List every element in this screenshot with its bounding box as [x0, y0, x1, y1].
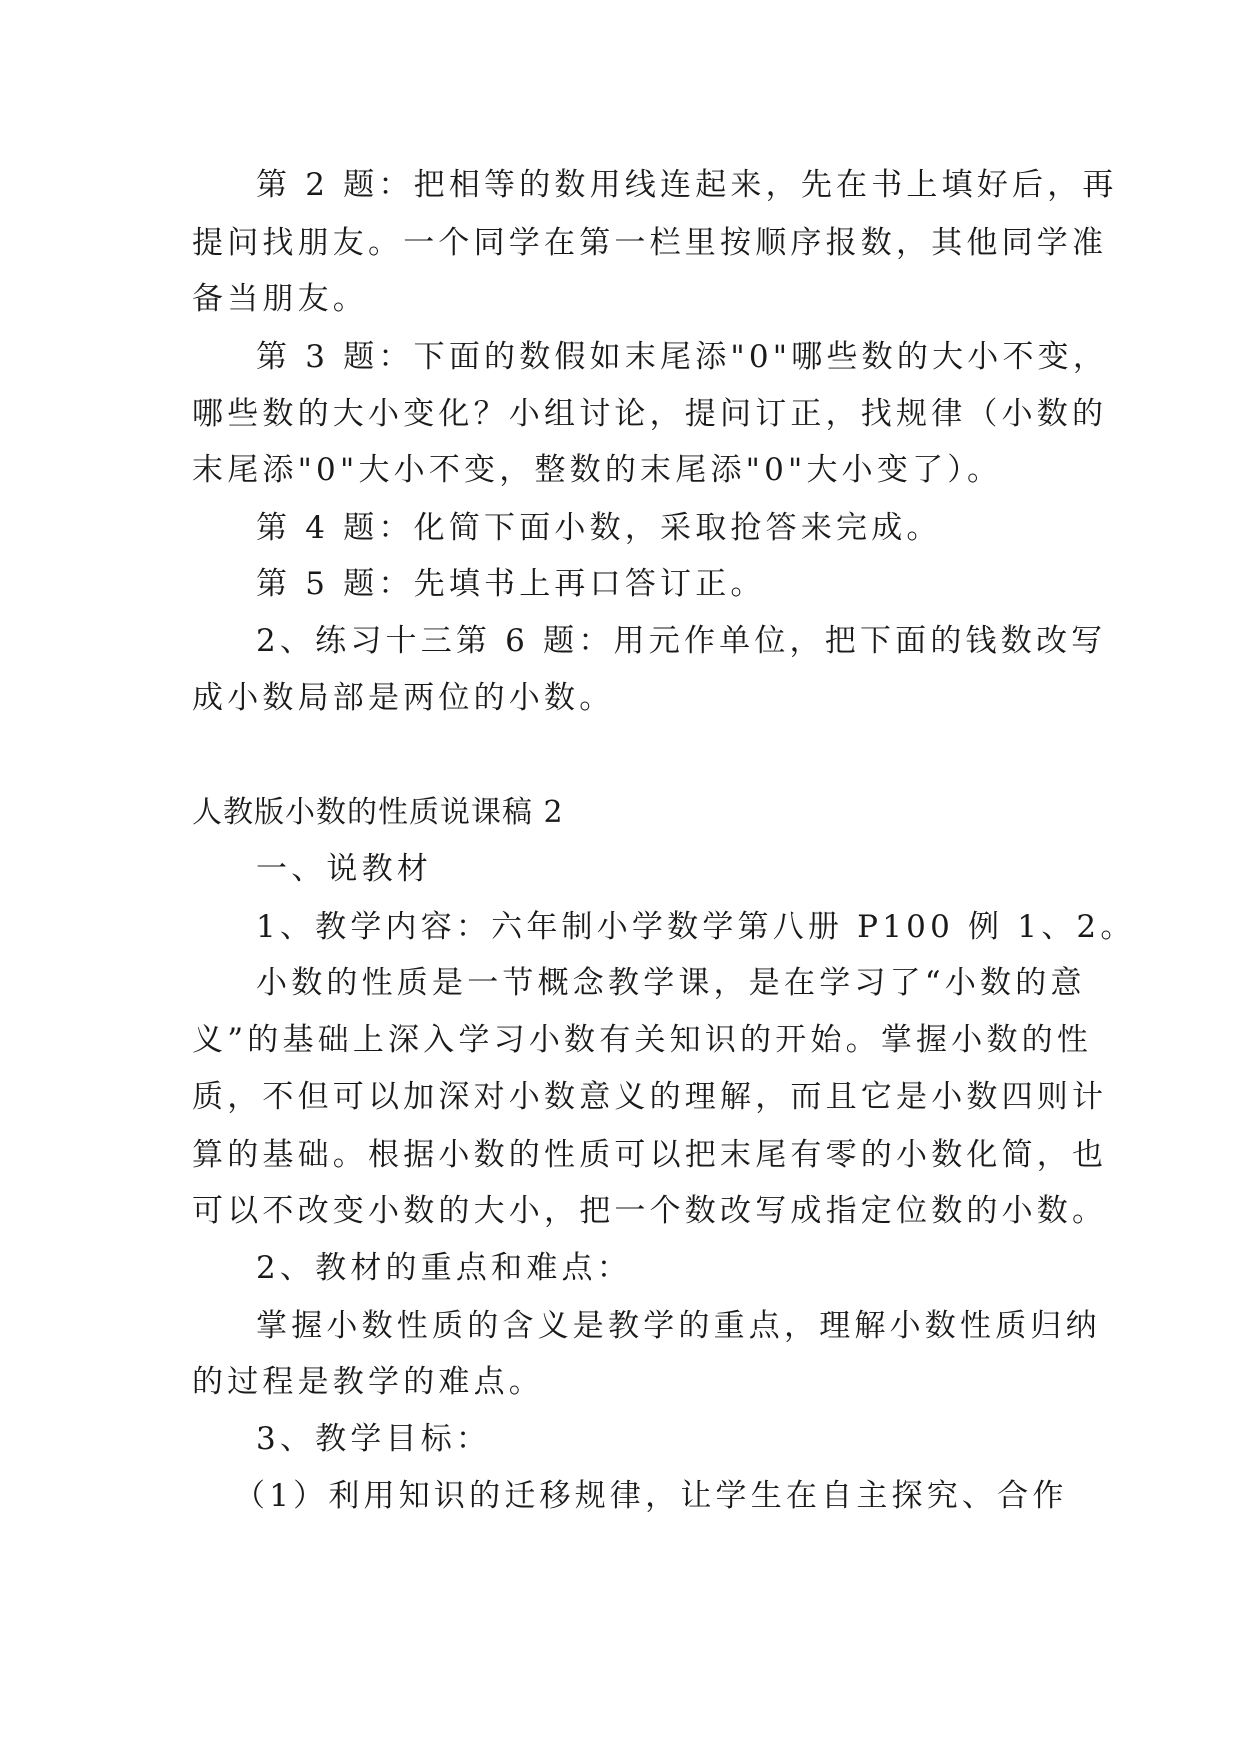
paragraph-line: 掌握小数性质的含义是教学的重点，理解小数性质归纳: [256, 1308, 1101, 1344]
paragraph-line: 2、练习十三第 6 题：用元作单位，把下面的钱数改写: [256, 623, 1107, 659]
section-heading: 3、教学目标：: [256, 1421, 492, 1457]
paragraph-line: 第 3 题：下面的数假如末尾添"0"哪些数的大小不变，: [256, 339, 1109, 375]
paragraph-line: 可以不改变小数的大小，把一个数改写成指定位数的小数。: [192, 1193, 1108, 1229]
paragraph-line: 第 5 题：先填书上再口答订正。: [256, 566, 766, 602]
paragraph-line: 算的基础。根据小数的性质可以把末尾有零的小数化简，也: [192, 1137, 1108, 1173]
paragraph-line: （1）利用知识的迁移规律，让学生在自主探究、合作: [234, 1478, 1068, 1514]
paragraph-line: 的过程是教学的难点。: [192, 1364, 544, 1400]
section-title: 人教版小数的性质说课稿 2: [192, 795, 564, 830]
paragraph-line: 第 2 题：把相等的数用线连起来，先在书上填好后，再: [256, 167, 1118, 203]
section-heading: 2、教材的重点和难点：: [256, 1250, 632, 1286]
paragraph-line: 备当朋友。: [192, 281, 368, 317]
paragraph-line: 小数的性质是一节概念教学课，是在学习了“小数的意: [256, 965, 1086, 1001]
paragraph-line: 第 4 题：化简下面小数，采取抢答来完成。: [256, 510, 942, 546]
paragraph-line: 哪些数的大小变化？小组讨论，提问订正，找规律（小数的: [192, 396, 1108, 432]
paragraph-line: 提问找朋友。一个同学在第一栏里按顺序报数，其他同学准: [192, 225, 1108, 261]
section-heading: 一、说教材: [256, 851, 432, 887]
paragraph-line: 成小数局部是两位的小数。: [192, 680, 615, 716]
paragraph-line: 1、教学内容：六年制小学数学第八册 P100 例 1、2。: [256, 909, 1136, 945]
paragraph-line: 质，不但可以加深对小数意义的理解，而且它是小数四则计: [192, 1079, 1108, 1115]
paragraph-line: 末尾添"0"大小不变，整数的末尾添"0"大小变了）。: [192, 452, 1003, 488]
paragraph-line: 义”的基础上深入学习小数有关知识的开始。掌握小数的性: [192, 1022, 1093, 1058]
